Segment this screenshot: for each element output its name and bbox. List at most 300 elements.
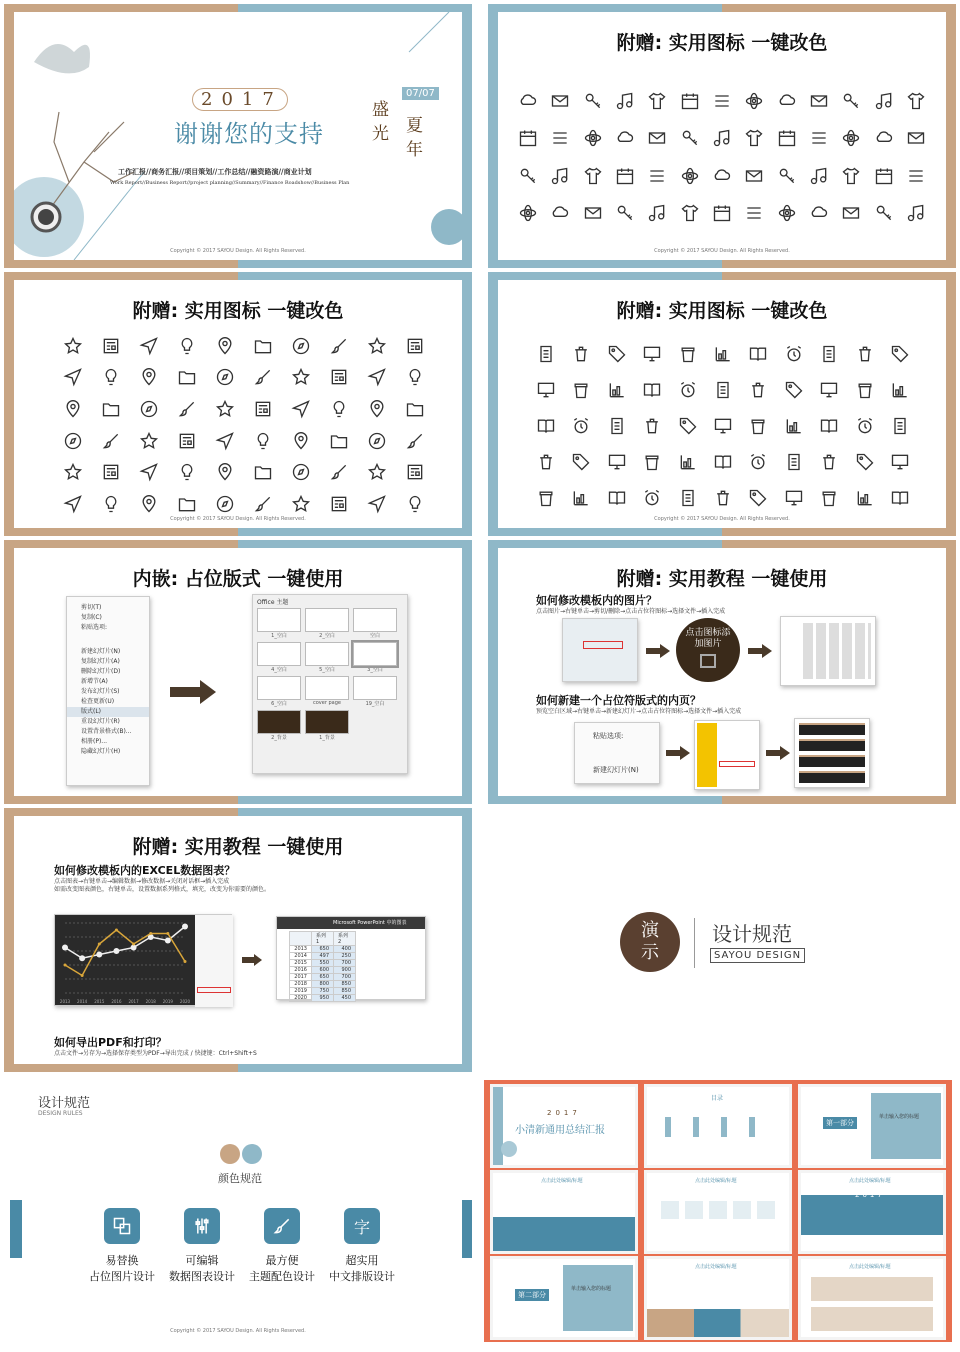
data-point [96, 952, 102, 958]
folder-icon [92, 393, 130, 425]
excel-table [289, 931, 356, 1002]
thumb-cover-title: 小清新通用总结汇报 [515, 1125, 605, 1136]
screenshot-layouts [794, 718, 870, 788]
demo-badge [620, 912, 680, 972]
music-icon [706, 120, 738, 158]
data-point [62, 945, 68, 951]
vertical-text-2: 夏年 [406, 116, 423, 160]
excel-cell[interactable]: 900 [334, 967, 356, 974]
placeholder-overlay: 点击图标添加图片 [685, 628, 731, 649]
thumb-title: 点击此处编辑/标题 [849, 1178, 891, 1184]
excel-cell[interactable]: 650 [312, 974, 334, 981]
layout-label: 空白 [369, 633, 380, 639]
cloud-icon [770, 82, 802, 120]
thumb-year: 2017 [547, 1109, 581, 1117]
feature-title: 易替换 [105, 1254, 139, 1267]
trash-icon [563, 336, 598, 372]
menu-icon [900, 157, 932, 195]
thumb-title: 点击此处编辑/标题 [695, 1178, 737, 1184]
data-point [113, 948, 119, 954]
excel-cell[interactable]: 600 [312, 967, 334, 974]
news-icon [92, 457, 130, 489]
trash-icon [705, 480, 740, 516]
date-badge: 07/07 [402, 87, 439, 100]
alarm-icon [670, 372, 705, 408]
slide-icons-1[interactable] [488, 4, 956, 268]
doc-lines-icon [705, 372, 740, 408]
sliders-icon [184, 1208, 220, 1244]
shirt-icon [738, 120, 770, 158]
slide-title: 内嵌: 占位版式 一键使用 [132, 568, 344, 590]
cover-frame [14, 12, 462, 260]
x-tick-label: 2017 [128, 999, 139, 1004]
cup-icon [563, 372, 598, 408]
excel-cell[interactable]: 2014 [290, 953, 312, 960]
x-tick-label: 2018 [145, 999, 156, 1004]
star-icon [130, 425, 168, 457]
rules-copyright: Copyright © 2017 SAYOU Design. All Rights Reserved. [170, 1328, 306, 1334]
mail-icon [544, 82, 576, 120]
tag-icon [563, 444, 598, 480]
layout-label: 2_空白 [319, 633, 335, 639]
context-menu-item[interactable]: 隐藏幻灯片(H) [81, 748, 121, 755]
character-icon: 字 [344, 1208, 380, 1244]
demo-subtitle: SAYOU DESIGN [710, 948, 805, 963]
send-icon [54, 362, 92, 394]
cover-subtitle-en: Work Report//Business Report//project planning//Summary//Finance Roadshow//Business Plan [110, 180, 350, 186]
layout-grid [253, 608, 407, 742]
book-icon [599, 480, 634, 516]
atom-icon [512, 195, 544, 233]
layout-option[interactable] [353, 676, 397, 708]
star-icon [206, 393, 244, 425]
paste-label: 粘贴选项: [593, 732, 624, 740]
thumb-cover[interactable] [490, 1084, 638, 1168]
excel-cell[interactable]: 850 [334, 988, 356, 995]
cover-title: 谢谢您的支持 [174, 120, 324, 148]
cloud-icon [706, 157, 738, 195]
thumb-part1-sub: 单击输入您的标题 [879, 1114, 920, 1120]
excel-cell[interactable]: 450 [334, 995, 356, 1002]
pin-icon [282, 425, 320, 457]
layout-label: 5_空白 [319, 667, 335, 673]
context-menu-item[interactable]: 版式(L) [67, 707, 149, 717]
thumb-part-2[interactable] [490, 1256, 638, 1340]
monitor-icon [776, 480, 811, 516]
send-icon [130, 330, 168, 362]
doc-lines-icon [776, 444, 811, 480]
cloud-icon [803, 195, 835, 233]
feature-item [164, 1208, 240, 1284]
slide-thumbnails[interactable] [484, 1080, 952, 1342]
data-point [64, 964, 67, 967]
cloud-icon [609, 120, 641, 158]
alarm-icon [634, 480, 669, 516]
calendar-icon [512, 120, 544, 158]
thumb-page-5[interactable] [644, 1170, 792, 1254]
tag-icon [670, 408, 705, 444]
layout-label: 1_空白 [271, 633, 287, 639]
chart-icon [599, 372, 634, 408]
doc-lines-icon [670, 480, 705, 516]
tutorial-s2: 点击文件→另存为→选择保存类型为PDF→导出完成 / 快捷键：Ctrl+Shift+S [54, 1050, 257, 1057]
screenshot-menu-1 [562, 618, 638, 682]
book-icon [528, 408, 563, 444]
doc-lines-icon [599, 408, 634, 444]
slide-title: 附赠: 实用图标 一键改色 [616, 300, 828, 322]
context-menu-item[interactable]: 复制(C) [81, 614, 102, 621]
excel-screenshot [276, 916, 426, 1000]
folder-icon [320, 425, 358, 457]
divider [694, 918, 695, 968]
tutorial-s1: 点击图片→右键单击→剪切/删除→点击占位符图标→选择文件→插入完成 [536, 608, 726, 615]
menu-icon [706, 82, 738, 120]
cover-copyright: Copyright © 2017 SAYOU Design. All Rights Reserved. [170, 248, 306, 254]
layout-option[interactable] [305, 642, 349, 674]
x-tick-label: 2020 [179, 999, 191, 1004]
layout-label: 19_空白 [365, 701, 385, 707]
slide-title: 附赠: 实用教程 一键使用 [616, 568, 828, 590]
cup-icon [634, 444, 669, 480]
book-icon [812, 408, 847, 444]
pin-icon [130, 362, 168, 394]
slide-tutorial-2[interactable] [4, 808, 472, 1072]
data-point [132, 943, 135, 946]
chart-icon [670, 444, 705, 480]
music-icon [803, 157, 835, 195]
trash-icon [812, 444, 847, 480]
tag-icon [776, 372, 811, 408]
x-tick-label: 2015 [94, 999, 105, 1004]
music-icon [544, 157, 576, 195]
bulb-icon [320, 393, 358, 425]
tag-icon [883, 336, 918, 372]
new-slide-label: 新建幻灯片(N) [593, 766, 639, 774]
icon-grid-2 [54, 330, 434, 520]
thumb-title: 点击此处编辑/标题 [849, 1264, 891, 1270]
pin-icon [206, 330, 244, 362]
thumb-page-4[interactable] [490, 1170, 638, 1254]
tag-icon [599, 336, 634, 372]
tutorial-q2: 如何导出PDF和打印？ [54, 1036, 167, 1049]
feature-item [84, 1208, 160, 1284]
layout-label: 1_背景 [319, 735, 335, 741]
calendar-icon [770, 120, 802, 158]
compass-icon [282, 457, 320, 489]
bulb-icon [396, 362, 434, 394]
thumb-part1-title: 第一部分 [823, 1117, 857, 1129]
excel-cell[interactable]: 950 [312, 995, 334, 1002]
layout-option[interactable] [257, 642, 301, 674]
features-row [84, 1208, 400, 1284]
context-menu-item[interactable]: 新增节(A) [81, 678, 108, 685]
chart-icon [847, 480, 882, 516]
excel-cell[interactable]: 550 [312, 960, 334, 967]
slide-design-rules[interactable] [4, 1076, 472, 1340]
slide-title: 附赠: 实用教程 一键使用 [132, 836, 344, 858]
excel-cell[interactable]: 2013 [290, 946, 312, 953]
slide-demo[interactable] [488, 808, 956, 1072]
data-point [115, 929, 118, 932]
context-menu-item[interactable]: 发布幻灯片(S) [81, 688, 120, 695]
arrow-icon [646, 644, 670, 658]
monitor-icon [812, 372, 847, 408]
brush-icon [244, 362, 282, 394]
compass-icon [54, 425, 92, 457]
bulb-icon [244, 425, 282, 457]
key-icon [770, 157, 802, 195]
cup-icon [670, 336, 705, 372]
layout-option[interactable] [257, 710, 301, 742]
menu-icon [738, 195, 770, 233]
excel-cell[interactable]: 2015 [290, 960, 312, 967]
excel-cell[interactable]: 2020 [290, 995, 312, 1002]
music-icon [609, 82, 641, 120]
calendar-icon [674, 82, 706, 120]
shirt-icon [835, 157, 867, 195]
chart-icon [883, 372, 918, 408]
excel-cell[interactable]: 850 [334, 981, 356, 988]
data-point [79, 955, 85, 961]
slide-icons-2[interactable] [4, 272, 472, 536]
calendar-icon [609, 157, 641, 195]
data-point [98, 943, 101, 946]
thumb-page-8[interactable] [644, 1256, 792, 1340]
cloud-icon [867, 120, 899, 158]
color-swatch-2 [242, 1144, 262, 1164]
menu-icon [544, 120, 576, 158]
key-icon [577, 82, 609, 120]
compass-icon [206, 362, 244, 394]
layout-option[interactable] [257, 676, 301, 708]
star-icon [282, 362, 320, 394]
cloud-icon [512, 82, 544, 120]
tag-icon [741, 480, 776, 516]
trash-icon [528, 444, 563, 480]
brush-icon [92, 425, 130, 457]
excel-header-cell[interactable]: 系列 2 [334, 932, 356, 946]
folder-icon [244, 330, 282, 362]
atom-icon [738, 82, 770, 120]
cup-icon [741, 408, 776, 444]
layout-label: 3_空白 [367, 667, 383, 673]
layout-option[interactable] [305, 676, 349, 708]
thumb-part-1[interactable] [798, 1084, 946, 1168]
layout-option[interactable] [305, 608, 349, 640]
doc-lines-icon [812, 336, 847, 372]
book-icon [883, 480, 918, 516]
right-bar [462, 1200, 472, 1258]
context-menu-item[interactable]: 检查更新(U) [81, 698, 115, 705]
chart-icon [776, 408, 811, 444]
excel-cell[interactable]: 700 [334, 974, 356, 981]
arrow-icon [242, 954, 262, 966]
compass-icon [282, 330, 320, 362]
slide-placeholder[interactable] [4, 540, 472, 804]
thumb-toc[interactable] [644, 1084, 792, 1168]
atom-icon [577, 120, 609, 158]
rules-title: 设计规范 [38, 1096, 91, 1111]
tutorial-s2: 预览空白区域→右键单击→新建幻灯片→点击占位符图标→选择文件→插入完成 [536, 708, 742, 715]
layout-option[interactable] [353, 608, 397, 640]
shirt-icon [900, 82, 932, 120]
x-tick-label: 2013 [59, 999, 71, 1004]
excel-cell[interactable]: 2016 [290, 967, 312, 974]
star-icon [358, 330, 396, 362]
icon-grid-1 [512, 82, 932, 232]
cloud-icon [544, 195, 576, 233]
doc-lines-icon [528, 336, 563, 372]
doc-lines-icon [883, 408, 918, 444]
layout-option[interactable] [353, 642, 397, 674]
tutorial-q1: 如何修改模板内的EXCEL数据图表？ [54, 864, 236, 877]
year-circles [192, 88, 288, 111]
rules-subtitle: DESIGN RULES [38, 1110, 83, 1117]
x-tick-label: 2016 [111, 999, 122, 1004]
news-icon [320, 362, 358, 394]
mail-icon [738, 157, 770, 195]
slide-icons-3[interactable] [488, 272, 956, 536]
data-point [149, 932, 152, 935]
excel-header-cell[interactable]: 系列 1 [312, 932, 334, 946]
excel-cell[interactable]: 800 [312, 981, 334, 988]
feature-subtitle: 占位图片设计 [89, 1270, 155, 1283]
context-menu-item[interactable]: 删除幻灯片(D) [81, 668, 121, 675]
excel-cell[interactable]: 2018 [290, 981, 312, 988]
badge-char-1: 演 [641, 920, 659, 941]
shirt-icon [577, 157, 609, 195]
key-icon [867, 195, 899, 233]
pin-icon [358, 393, 396, 425]
data-point [166, 932, 169, 935]
bulb-icon [168, 457, 206, 489]
tutorial-q2: 如何新建一个占位符版式的内页？ [536, 694, 701, 707]
send-icon [206, 425, 244, 457]
news-icon [396, 330, 434, 362]
thumb-page-6[interactable] [798, 1170, 946, 1254]
pin-icon [206, 457, 244, 489]
calendar-icon [867, 157, 899, 195]
bulb-icon [168, 330, 206, 362]
brush-icon [168, 393, 206, 425]
context-menu-item[interactable]: 重设幻灯片(R) [81, 718, 120, 725]
data-point [184, 960, 187, 963]
slide-tutorial-1[interactable] [488, 540, 956, 804]
context-menu-item[interactable]: 复制幻灯片(A) [81, 658, 120, 665]
data-point [182, 924, 188, 930]
layout-option[interactable] [305, 710, 349, 742]
context-menu-item[interactable]: 粘贴选项: [81, 624, 108, 631]
excel-cell[interactable]: 2017 [290, 974, 312, 981]
book-icon [741, 336, 776, 372]
key-icon [609, 195, 641, 233]
excel-cell[interactable]: 400 [334, 946, 356, 953]
chart-screenshot [54, 914, 232, 1006]
tutorial-s1a: 点击图表→右键单击→编辑数据→修改数据→关闭对话框→插入完成 [54, 878, 230, 885]
demo-title: 设计规范 [712, 922, 792, 946]
folder-icon [244, 457, 282, 489]
context-menu-item[interactable]: 设置背景格式(B)... [81, 728, 132, 735]
copyright: Copyright © 2017 SAYOU Design. All Rights Reserved. [654, 248, 790, 254]
arrow-icon [666, 746, 690, 760]
star-icon [358, 457, 396, 489]
layout-option[interactable] [257, 608, 301, 640]
tutorial-q1: 如何修改模板内的图片？ [536, 594, 657, 607]
excel-cell[interactable]: 2019 [290, 988, 312, 995]
brush-icon [320, 457, 358, 489]
x-tick-label: 2019 [162, 999, 173, 1004]
slide-title: 附赠: 实用图标 一键改色 [616, 32, 828, 54]
excel-cell[interactable]: 650 [312, 946, 334, 953]
layout-label: cover page [313, 700, 341, 706]
shirt-icon [641, 82, 673, 120]
monitor-icon [634, 336, 669, 372]
monitor-icon [883, 444, 918, 480]
excel-cell[interactable]: 700 [334, 960, 356, 967]
key-icon [512, 157, 544, 195]
slide-title: 附赠: 实用图标 一键改色 [132, 300, 344, 322]
slide-cover[interactable] [4, 4, 472, 268]
key-icon [835, 82, 867, 120]
badge-char-2: 示 [641, 942, 659, 963]
thumb-page-9[interactable] [798, 1256, 946, 1340]
screenshot-paste [574, 722, 660, 784]
thumb-title: 点击此处编辑/标题 [695, 1264, 737, 1270]
alarm-icon [741, 444, 776, 480]
feature-subtitle: 中文排版设计 [329, 1270, 395, 1283]
excel-cell[interactable]: 250 [334, 953, 356, 960]
colors-label: 颜色规范 [218, 1172, 262, 1185]
chart-icon [563, 480, 598, 516]
compass-icon [358, 425, 396, 457]
layout-label: 2_背景 [271, 735, 287, 741]
folder-icon [396, 393, 434, 425]
excel-titlebar: Microsoft PowerPoint 中的图表 [277, 917, 425, 929]
context-menu-item[interactable]: 剪切(T) [81, 604, 102, 611]
context-menu-item[interactable]: 新建幻灯片(N) [81, 648, 121, 655]
layout-panel [252, 594, 408, 774]
menu-icon [641, 157, 673, 195]
mail-icon [900, 120, 932, 158]
book-icon [634, 372, 669, 408]
feature-title: 超实用 [345, 1254, 379, 1267]
excel-cell[interactable]: 750 [312, 988, 334, 995]
trash-icon [741, 372, 776, 408]
excel-header-cell[interactable] [290, 932, 312, 946]
arrow-icon [170, 680, 216, 704]
trash-icon [847, 336, 882, 372]
shirt-icon [674, 195, 706, 233]
atom-icon [770, 195, 802, 233]
brush-icon [396, 425, 434, 457]
news-icon [168, 425, 206, 457]
copyright: Copyright © 2017 SAYOU Design. All Rights Reserved. [654, 516, 790, 522]
cup-icon [847, 372, 882, 408]
monitor-icon [528, 372, 563, 408]
cup-icon [812, 480, 847, 516]
calendar-icon [706, 195, 738, 233]
folder-icon [168, 362, 206, 394]
excel-cell[interactable]: 497 [312, 953, 334, 960]
send-icon [282, 393, 320, 425]
image-swap-icon [104, 1208, 140, 1244]
context-menu-item[interactable]: 相册(P)... [81, 738, 108, 745]
feature-title: 可编辑 [185, 1254, 219, 1267]
pin-icon [54, 393, 92, 425]
feature-subtitle: 数据图表设计 [169, 1270, 235, 1283]
alarm-icon [776, 336, 811, 372]
chart-icon [705, 336, 740, 372]
